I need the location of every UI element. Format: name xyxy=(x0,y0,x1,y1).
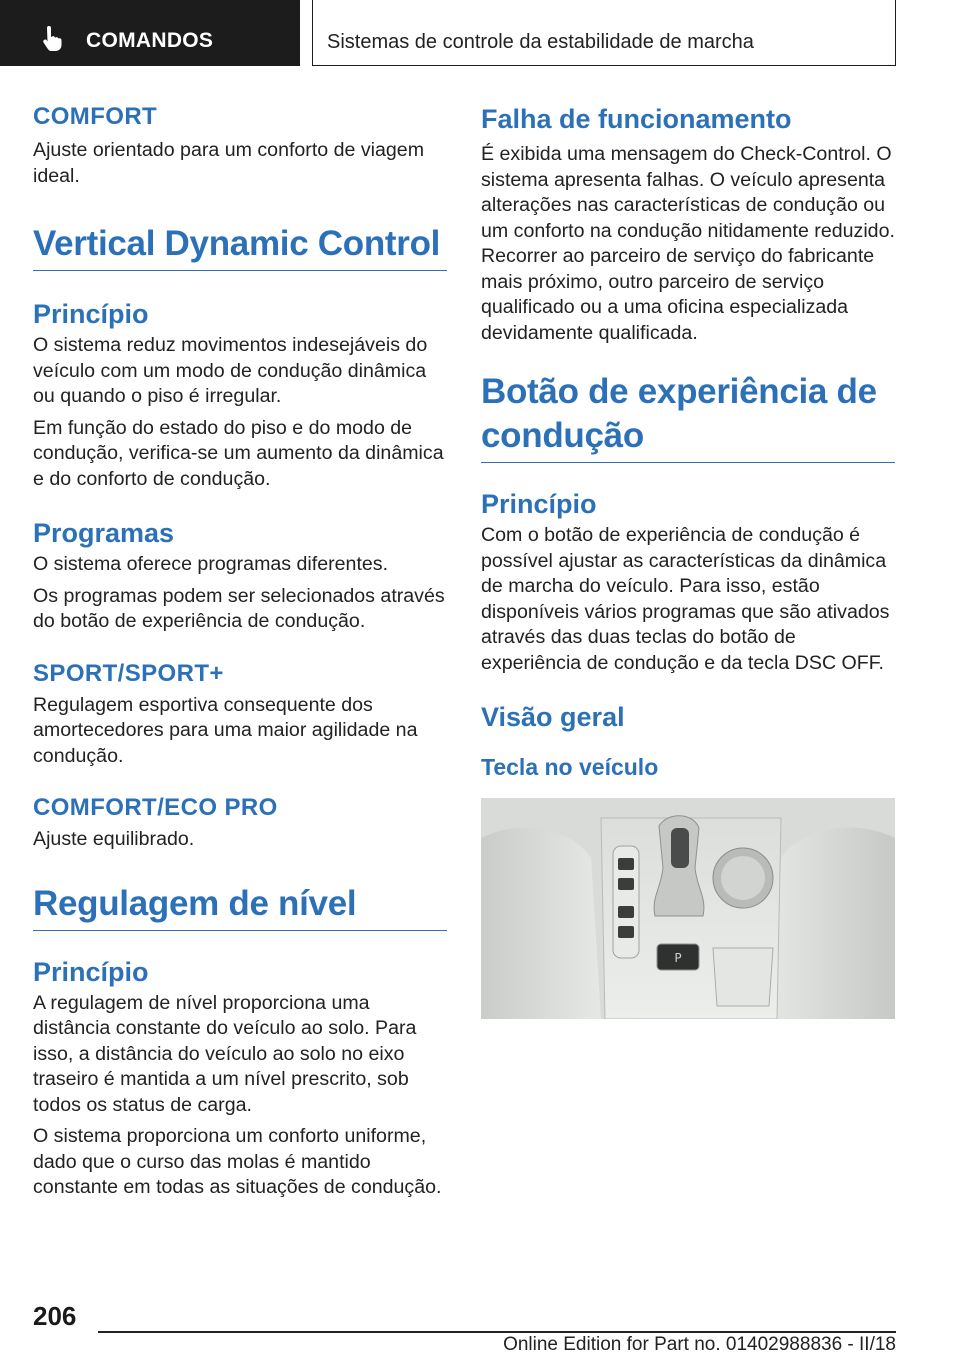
paragraph-programas-1: O sistema oferece programas diferentes. xyxy=(33,553,389,575)
paragraph-principio-nivel-2: O sistema proporciona um conforto uniforme, dado que o curso das molas é mantido constante em todas as situações de condução. xyxy=(33,1125,442,1198)
paragraph-sport: Regulagem esportiva consequente dos amortecedores para uma maior agilidade na condução. xyxy=(33,693,418,767)
chapter-header xyxy=(312,0,896,66)
paragraph-principio-nivel-1: A regulagem de nível proporciona uma distância constante do veículo ao solo. Para isso, a distância do veículo ao solo no eixo traseiro é mantida a um nível prescrito, sob todos os status de carga. xyxy=(33,991,417,1116)
center-console-illustration xyxy=(481,798,895,1019)
paragraph-programas-2: Os programas podem ser selecionados através do botão de experiência de condução. xyxy=(33,584,445,632)
heading-tecla-no-veiculo: Tecla no veículo xyxy=(481,754,659,780)
vehicle-console-photo xyxy=(481,798,895,1019)
section-tab xyxy=(0,0,300,66)
heading-sport: SPORT/SPORT+ xyxy=(33,659,224,687)
paragraph-falha: É exibida uma mensagem do Check-Control. O sistema apresenta falhas. O veículo apresenta alterações nas características de condução ou um conforto na condução nitidamente reduzido. Recorrer ao parceiro de serviço do fabricante mais próximo, outro parceiro de serviço qualificado ou a uma oficina especializada devidamente qualificada. xyxy=(481,143,895,344)
heading-principio-vdc: Princípio xyxy=(33,299,149,329)
heading-principio-nivel: Princípio xyxy=(33,956,149,987)
paragraph-principio-botao: Com o botão de experiência de condução é possível ajustar as características da dinâmica de marcha do veículo. Para isso, estão disponíveis vários programas que são ativados através das duas teclas do botão de experiência de condução e da tecla DSC OFF. xyxy=(481,524,890,674)
page-number: 206 xyxy=(33,1301,77,1331)
heading-programas: Programas xyxy=(33,518,175,548)
paragraph-comfort: Ajuste orientado para um conforto de viagem ideal. xyxy=(33,139,425,187)
heading-comfort-eco-pro: COMFORT/ECO PRO xyxy=(33,794,278,821)
footer-edition: Online Edition for Part no. 01402988836 - II/18 xyxy=(503,1334,896,1355)
right-column xyxy=(481,100,895,1019)
heading-comfort: COMFORT xyxy=(33,103,158,130)
heading-botao-experiencia: Botão de experiência de condução xyxy=(481,370,895,463)
heading-falha: Falha de funcionamento xyxy=(481,104,792,134)
heading-vertical-dynamic-control: Vertical Dynamic Control xyxy=(33,222,447,271)
paragraph-principio-vdc-2: Em função do estado do piso e do modo de condução, verifica-se um aumento da dinâmica e do conforto de condução. xyxy=(33,416,444,490)
left-column xyxy=(33,100,447,1201)
heading-principio-botao: Princípio xyxy=(481,489,597,519)
heading-regulagem-de-nivel: Regulagem de nível xyxy=(33,882,447,931)
heading-visao-geral: Visão geral xyxy=(481,702,625,732)
svg-text:P: P xyxy=(674,951,682,965)
chapter-title: Sistemas de controle da estabilidade de marcha xyxy=(327,31,754,53)
section-tab-label: COMANDOS xyxy=(86,29,214,52)
pointing-hand-icon xyxy=(38,26,64,52)
paragraph-principio-vdc-1: O sistema reduz movimentos indesejáveis do veículo com um modo de condução dinâmica ou quando o piso é irregular. xyxy=(33,334,428,407)
paragraph-comfort-eco-pro: Ajuste equilibrado. xyxy=(33,828,195,850)
